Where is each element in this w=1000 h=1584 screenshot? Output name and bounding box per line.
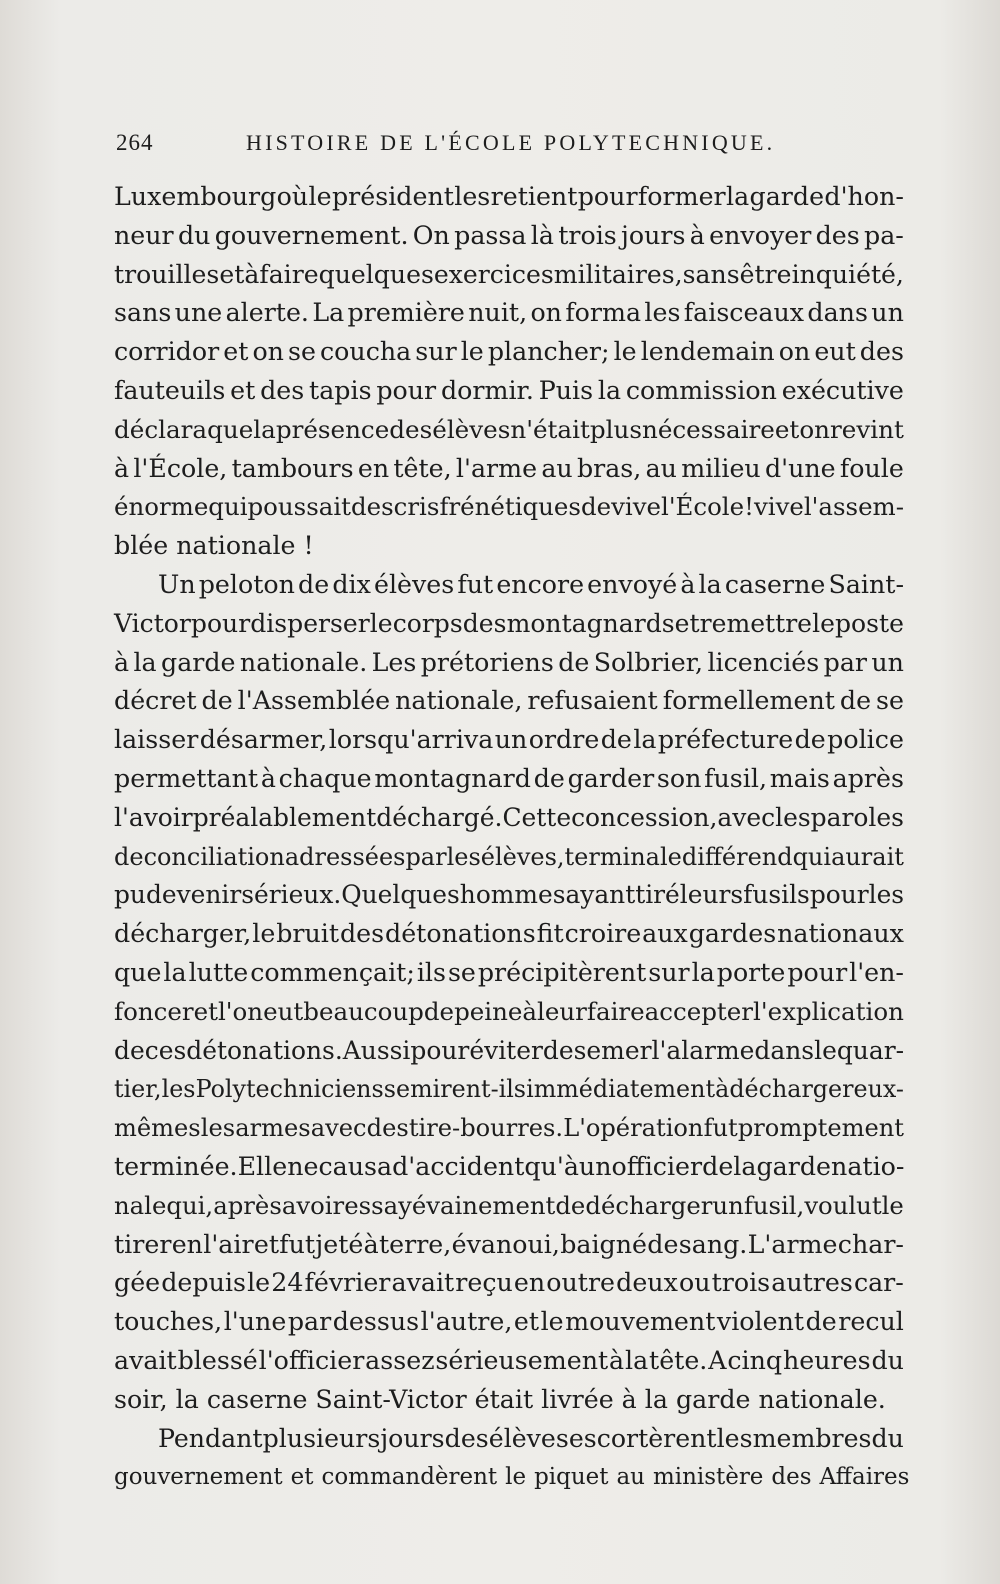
text-line: Luxembourg où le président les retient pour former la garde d'hon-	[114, 182, 904, 211]
body-text	[114, 178, 910, 1497]
text-line: tier, les Polytechniciens se mirent-ils immédiatement à décharger eux-	[114, 1075, 904, 1104]
text-line: laisser désarmer, lorsqu'arriva un ordre de la préfecture de police	[114, 725, 904, 755]
text-line: permettant à chaque montagnard de garder son fusil, mais après	[114, 763, 904, 793]
text-line: soir, la caserne Saint-Victor était livrée à la garde nationale.	[114, 1384, 886, 1414]
text-line: à la garde nationale. Les prétoriens de Solbrier, licenciés par un	[114, 647, 904, 677]
text-line: foncer et l'on eut beaucoup de peine à leur faire accepter l'explication	[114, 996, 904, 1026]
text-line: corridor et on se coucha sur le plancher; le lendemain on eut des	[114, 337, 904, 367]
page-number: 264	[116, 130, 154, 155]
text-line: gée depuis le 24 février avait reçu en outre deux ou trois autres car-	[114, 1268, 904, 1298]
text-line: trouilles et à faire quelques exercices militaires, sans être inquiété,	[114, 259, 904, 289]
text-line: énorme qui poussait des cris frénétiques de vive l'École ! vive l'assem-	[114, 492, 905, 522]
text-line: Pendant plusieurs jours des élèves escortèrent les membres du	[158, 1423, 904, 1453]
text-line: décharger, le bruit des détonations fit croire aux gardes nationaux	[114, 919, 904, 949]
text-line: à l'École, tambours en tête, l'arme au bras, au milieu d'une foule	[114, 453, 904, 483]
text-line: déclara que la présence des élèves n'était plus nécessaire et on revint	[114, 414, 904, 444]
text-line: pu devenir sérieux. Quelques hommes ayant tiré leurs fusils pour les	[114, 880, 905, 910]
text-line: Victor pour disperser le corps des montagnards et remettre le poste	[114, 608, 904, 638]
text-line: tirer en l'air et fut jeté à terre, évanoui, baigné de sang. L'arme char-	[114, 1229, 904, 1259]
running-title: HISTOIRE DE L'ÉCOLE POLYTECHNIQUE.	[246, 130, 776, 155]
text-line: de ces détonations. Aussi pour éviter de semer l'alarme dans le quar-	[114, 1035, 905, 1065]
text-line: terminée. Elle ne causa d'accident qu'à un officier de la garde natio-	[114, 1151, 905, 1181]
text-line: l'avoir préalablement déchargé. Cette concession, avec les paroles	[114, 802, 904, 832]
text-line: blée nationale !	[114, 531, 314, 561]
text-line: nale qui, après avoir essayé vainement de décharger un fusil, voulut le	[114, 1190, 904, 1220]
text-line: de conciliation adressées par les élèves, termina le différend qui aurait	[114, 842, 904, 871]
text-line: touches, l'une par dessus l'autre, et le mouvement violent de recul	[114, 1307, 904, 1337]
text-line: neur du gouvernement. On passa là trois jours à envoyer des pa-	[114, 220, 904, 250]
text-line: Un peloton de dix élèves fut encore envoyé à la caserne Saint-	[158, 569, 904, 599]
page-header	[116, 130, 906, 166]
text-line: gouvernement et commandèrent le piquet au ministère des Affaires	[114, 1464, 910, 1491]
text-line: sans une alerte. La première nuit, on forma les faisceaux dans un	[114, 298, 904, 328]
text-line: fauteuils et des tapis pour dormir. Puis la commission exécutive	[114, 375, 904, 405]
text-line: mêmes les armes avec des tire-bourres. L'opération fut promptement	[114, 1114, 904, 1143]
text-line: décret de l'Assemblée nationale, refusaient formellement de se	[114, 686, 904, 716]
text-line: avait blessé l'officier assez sérieusement à la tête. A cinq heures du	[114, 1345, 904, 1375]
text-line: que la lutte commençait; ils se précipitèrent sur la porte pour l'en-	[114, 957, 904, 987]
